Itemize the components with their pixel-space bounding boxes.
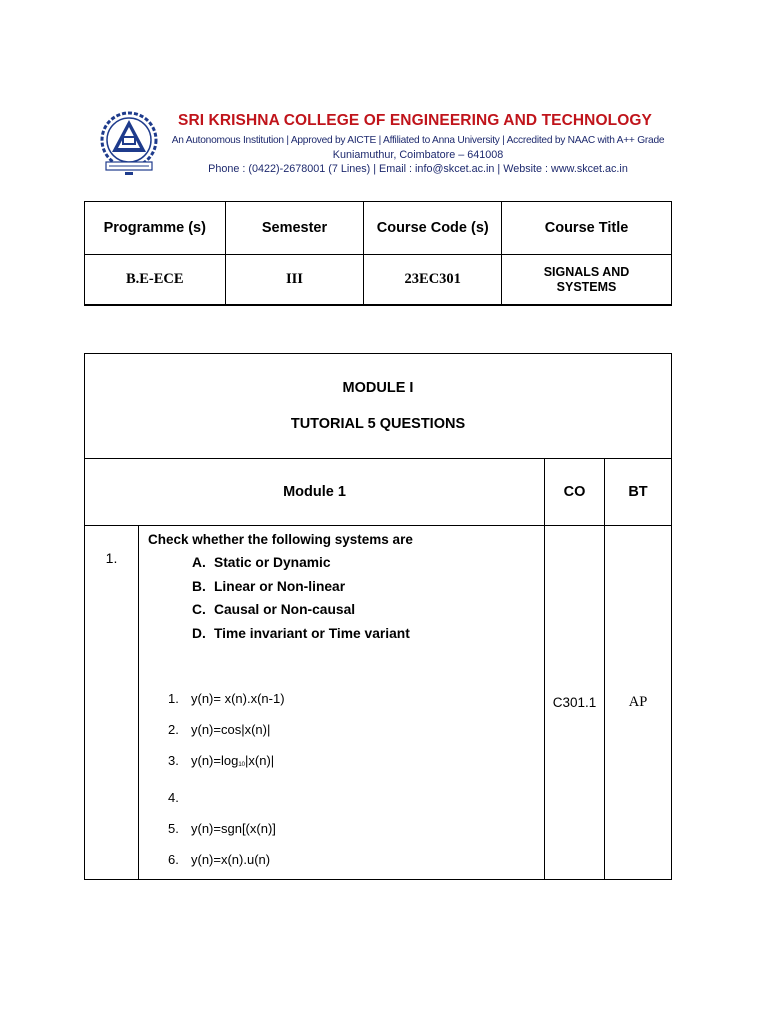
option-item: D. Time invariant or Time variant <box>192 625 410 641</box>
header-programme: Programme (s) <box>85 202 226 255</box>
equation-item: 1. y(n)= x(n).x(n-1) <box>168 691 285 706</box>
equation-item: 2. y(n)=cos|x(n)| <box>168 722 271 738</box>
programme-value: B.E-ECE <box>85 255 226 306</box>
option-item: C. Causal or Non-causal <box>192 602 356 617</box>
college-header <box>100 110 670 185</box>
address-line: Kuniamuthur, Coimbatore – 641008 <box>332 149 504 161</box>
module-table <box>84 353 672 880</box>
equation-item: 3. $y(n)=\log_{10}|x(n)|$ <box>168 753 275 769</box>
header-course-title: Course Title <box>502 202 672 255</box>
course-code-value: 23EC301 <box>364 255 502 306</box>
option-item: A. Static or Dynamic <box>192 555 331 570</box>
equation-item: 4. <box>168 789 179 805</box>
column-module: Module 1 <box>85 459 545 526</box>
module-title: MODULE I <box>342 380 414 396</box>
column-bt: BT <box>605 459 672 526</box>
accreditation-line: An Autonomous Institution | Approved by AICTE | Affiliated to Anna University | Accredited by NAAC with A++ Grade <box>171 135 665 146</box>
semester-value: III <box>225 255 364 306</box>
course-info-table <box>84 201 672 306</box>
question-options <box>148 551 544 645</box>
header-semester: Semester <box>225 202 364 255</box>
contact-line: Phone : (0422)-2678001 (7 Lines) | Email : info@skcet.ac.in | Website : www.skcet.ac.in <box>208 163 628 175</box>
course-title-cell <box>502 255 672 306</box>
module-subtitle: TUTORIAL 5 QUESTIONS <box>290 416 466 432</box>
module-heading <box>85 354 672 459</box>
question-intro: Check whether the following systems are <box>148 532 413 547</box>
question-number: 1. <box>85 526 139 880</box>
course-title-value: SIGNALS AND SYSTEMS <box>543 264 630 294</box>
header-course-code: Course Code (s) <box>364 202 502 255</box>
column-co: CO <box>545 459 605 526</box>
question-body <box>139 526 545 880</box>
college-emblem-icon <box>100 110 158 178</box>
college-name: SRI KRISHNA COLLEGE OF ENGINEERING AND TECHNOLOGY <box>178 112 652 129</box>
equation-item: 5. y(n)=sgn[(x(n)] <box>168 820 276 836</box>
system-equations <box>148 683 544 875</box>
option-item: B. Linear or Non-linear <box>192 578 346 594</box>
equation-item: 6. y(n)=x(n).u(n) <box>168 852 271 868</box>
bt-value: AP <box>605 526 672 880</box>
co-value: C301.1 <box>545 526 605 880</box>
